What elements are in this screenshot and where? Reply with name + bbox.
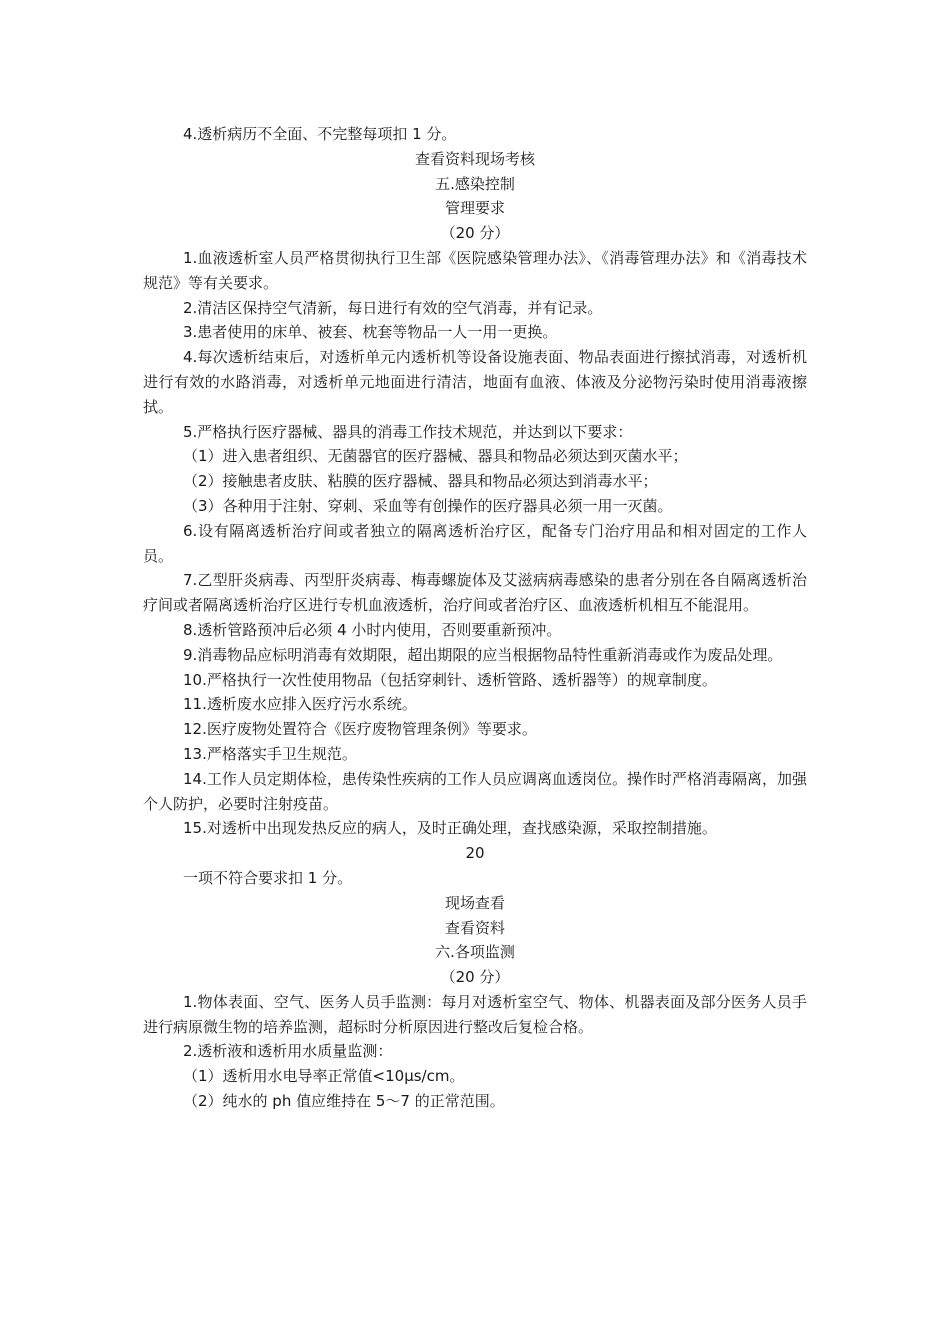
s6-item-2-sub-2: （2）纯水的 ph 值应维持在 5～7 的正常范围。 (183, 1092, 505, 1111)
section-6-score: （20 分） (440, 968, 510, 987)
s5-item-1: 1.血液透析室人员严格贯彻执行卫生部《医院感染管理办法》、《消毒管理办法》和《消毒技术规范》等有关要求。 (143, 248, 807, 292)
section-5-deduction: 一项不符合要求扣 1 分。 (183, 868, 353, 887)
s5-item-5: 5.严格执行医疗器械、器具的消毒工作技术规范，并达到以下要求： (183, 422, 633, 441)
section-5-requirement: 管理要求 (444, 199, 505, 218)
s5-item-15: 15.对透析中出现发热反应的病人，及时正确处理，查找感染源，采取控制措施。 (183, 819, 717, 838)
s5-item-5-sub-2: （2）接触患者皮肤、粘膜的医疗器械、器具和物品必须达到消毒水平； (183, 472, 658, 491)
s5-item-2: 2.清洁区保持空气清新，每日进行有效的空气消毒，并有记录。 (183, 298, 603, 317)
section-6-title: 六.各项监测 (435, 943, 515, 962)
s5-item-13: 13.严格落实手卫生规范。 (183, 744, 357, 763)
s5-item-12: 12.医疗废物处置符合《医疗废物管理条例》等要求。 (183, 720, 537, 739)
s6-item-2: 2.透析液和透析用水质量监测： (183, 1042, 393, 1061)
s5-item-5-sub-1: （1）进入患者组织、无菌器官的医疗器械、器具和物品必须达到灭菌水平； (183, 447, 688, 466)
section-5-points: 20 (465, 844, 485, 863)
document-body (143, 122, 807, 1114)
section-5-title: 五.感染控制 (435, 174, 515, 193)
section-5-method-onsite: 现场查看 (444, 893, 505, 912)
s5-item-10: 10.严格执行一次性使用物品（包括穿刺针、透析管路、透析器等）的规章制度。 (183, 670, 717, 689)
s5-item-9: 9.消毒物品应标明消毒有效期限，超出期限的应当根据物品特性重新消毒或作为废品处理。 (183, 645, 783, 664)
section-5-method-records: 查看资料 (444, 918, 505, 937)
s6-item-2-sub-1: （1）透析用水电导率正常值<10μs/cm。 (183, 1067, 465, 1086)
s5-item-3: 3.患者使用的床单、被套、枕套等物品一人一用一更换。 (183, 323, 558, 342)
s5-item-14: 14.工作人员定期体检，患传染性疾病的工作人员应调离血透岗位。操作时严格消毒隔离，加强个人防护，必要时注射疫苗。 (143, 769, 807, 813)
s5-item-7: 7.乙型肝炎病毒、丙型肝炎病毒、梅毒螺旋体及艾滋病病毒感染的患者分别在各自隔离透析治疗间或者隔离透析治疗区进行专机血液透析，治疗间或者治疗区、血液透析机相互不能混用。 (143, 571, 807, 615)
s5-item-6: 6.设有隔离透析治疗间或者独立的隔离透析治疗区，配备专门治疗用品和相对固定的工作人员。 (143, 521, 807, 565)
s5-item-5-sub-3: （3）各种用于注射、穿刺、采血等有创操作的医疗器具必须一用一灭菌。 (183, 496, 673, 515)
s5-item-4: 4.每次透析结束后，对透析单元内透析机等设备设施表面、物品表面进行擦拭消毒，对透析机进行有效的水路消毒，对透析单元地面进行清洁，地面有血液、体液及分泌物污染时使用消毒液擦拭。 (143, 348, 807, 416)
section-5-score: （20 分） (440, 224, 510, 243)
prev-method: 查看资料现场考核 (414, 149, 535, 168)
prev-item-4: 4.透析病历不全面、不完整每项扣 1 分。 (183, 125, 457, 143)
s5-item-8: 8.透析管路预冲后必须 4 小时内使用，否则要重新预冲。 (183, 620, 562, 639)
s5-item-11: 11.透析废水应排入医疗污水系统。 (183, 695, 417, 714)
s6-item-1: 1.物体表面、空气、医务人员手监测：每月对透析室空气、物体、机器表面及部分医务人员手进行病原微生物的培养监测，超标时分析原因进行整改后复检合格。 (143, 992, 807, 1036)
